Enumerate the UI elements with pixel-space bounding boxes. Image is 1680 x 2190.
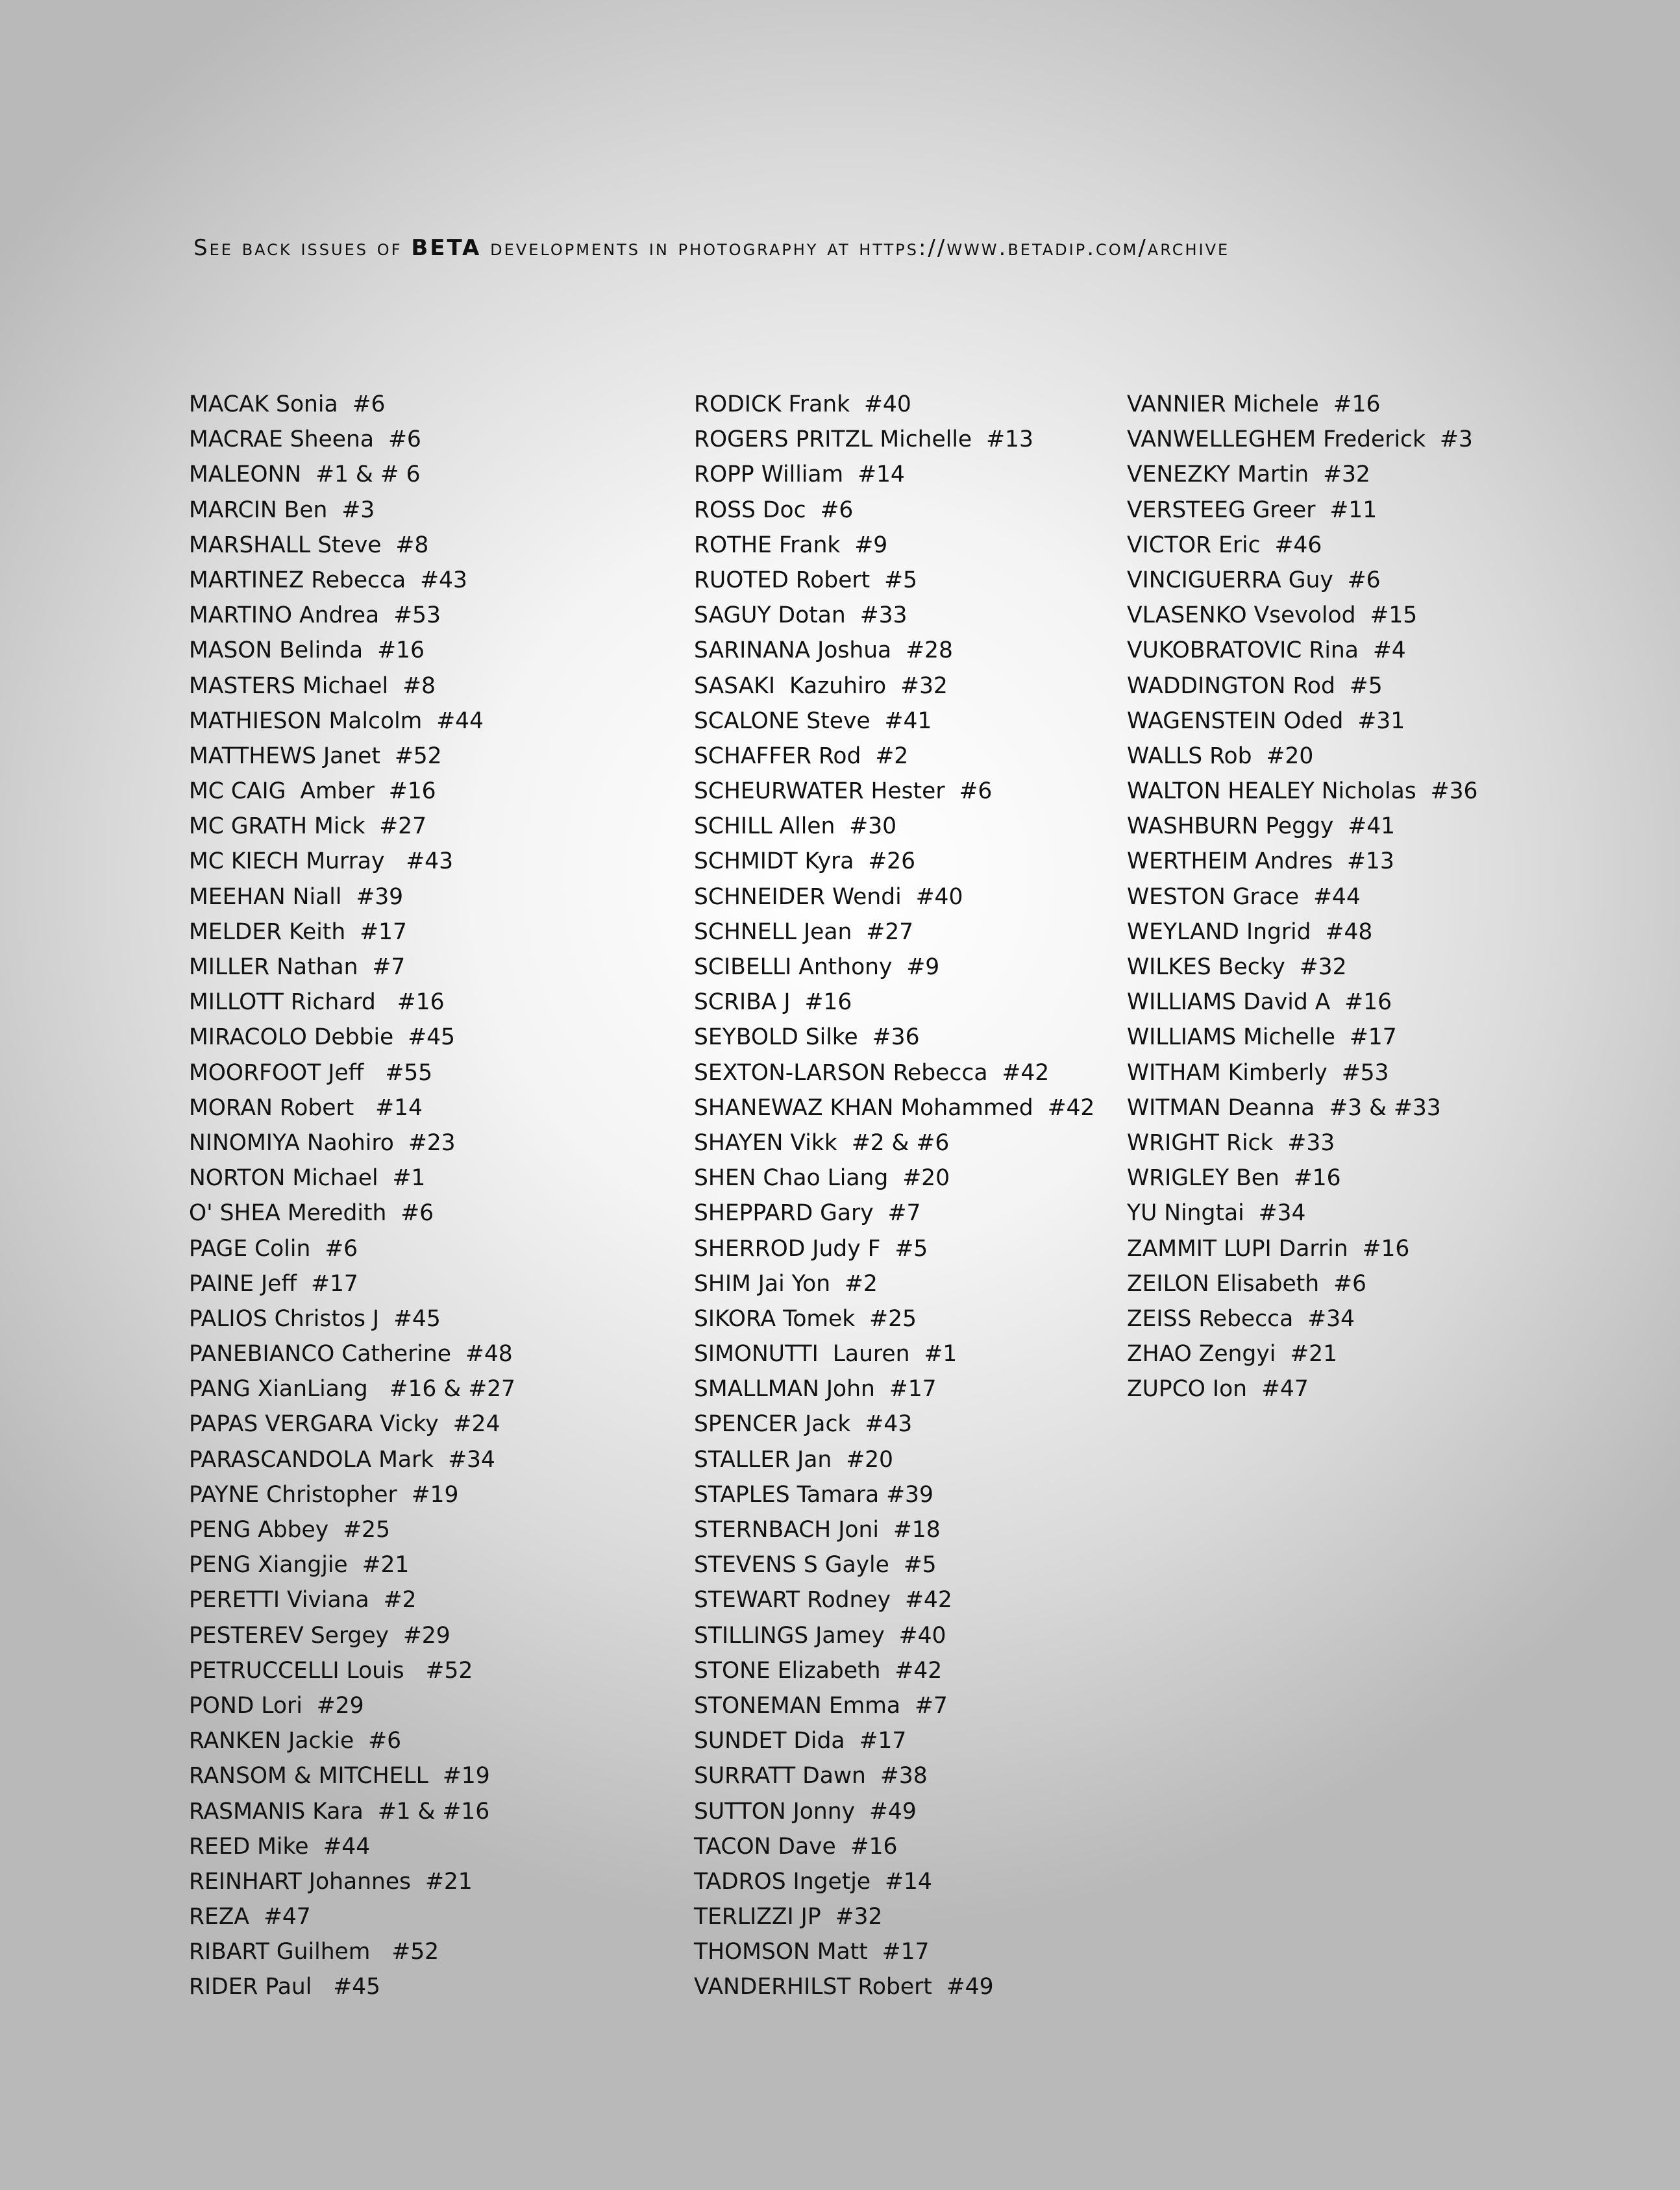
contributor-entry: WALLS Rob #20 [1127, 743, 1314, 769]
contributor-entry: VICTOR Eric #46 [1127, 532, 1322, 558]
contributor-entry: SPENCER Jack #43 [694, 1411, 913, 1438]
contributor-entry: WESTON Grace #44 [1127, 883, 1361, 910]
contributor-entry: VERSTEEG Greer #11 [1127, 497, 1377, 523]
contributor-entry: STONE Elizabeth #42 [694, 1657, 943, 1684]
contributor-entry: SMALLMAN John #17 [694, 1376, 937, 1403]
contributor-entry: STILLINGS Jamey #40 [694, 1622, 946, 1649]
contributor-entry: SCIBELLI Anthony #9 [694, 954, 940, 980]
contributor-entry: MC GRATH Mick #27 [189, 813, 427, 840]
contributor-entry: MACRAE Sheena #6 [189, 426, 421, 453]
contributor-entry: STALLER Jan #20 [694, 1446, 893, 1473]
contributor-entry: STAPLES Tamara #39 [694, 1481, 933, 1508]
contributor-entry: PENG Xiangjie #21 [189, 1552, 410, 1579]
contributor-entry: ZAMMIT LUPI Darrin #16 [1127, 1235, 1410, 1262]
contributor-entry: PANG XianLiang #16 & #27 [189, 1376, 515, 1403]
contributor-entry: MARTINO Andrea #53 [189, 602, 441, 629]
contributor-entry: SCHILL Allen #30 [694, 813, 897, 840]
contributor-entry: NORTON Michael #1 [189, 1165, 426, 1192]
contributor-entry: MELDER Keith #17 [189, 918, 407, 945]
contributor-entry: MARSHALL Steve #8 [189, 532, 429, 558]
contributor-entry: MOORFOOT Jeff #55 [189, 1059, 433, 1086]
contributor-entry: MATHIESON Malcolm #44 [189, 707, 484, 734]
brand-name: BETA [411, 235, 482, 261]
contributor-entry: PERETTI Viviana #2 [189, 1587, 417, 1614]
contributor-entry: REED Mike #44 [189, 1833, 371, 1860]
archive-notice-pre: See back issues of [193, 235, 412, 261]
contributor-entry: O' SHEA Meredith #6 [189, 1200, 434, 1227]
contributor-entry: WILLIAMS Michelle #17 [1127, 1024, 1397, 1051]
archive-notice-post: developments in photography at https://www.betadip.com/archive [481, 235, 1230, 261]
contributor-entry: STERNBACH Joni #18 [694, 1517, 941, 1543]
contributor-entry: STEVENS S Gayle #5 [694, 1552, 937, 1579]
contributor-entry: NINOMIYA Naohiro #23 [189, 1129, 456, 1156]
contributor-entry: RIDER Paul #45 [189, 1974, 381, 2000]
contributor-column-3 [1127, 387, 1477, 1407]
contributor-entry: PAGE Colin #6 [189, 1235, 358, 1262]
contributor-entry: THOMSON Matt #17 [694, 1939, 930, 1965]
contributor-entry: SCHMIDT Kyra #26 [694, 848, 916, 875]
contributor-column-2 [694, 387, 1094, 2005]
contributor-entry: SIMONUTTI Lauren #1 [694, 1341, 957, 1368]
contributor-entry: SIKORA Tomek #25 [694, 1305, 917, 1332]
contributor-entry: MACAK Sonia #6 [189, 391, 386, 417]
contributor-entry: RIBART Guilhem #52 [189, 1939, 439, 1965]
contributor-entry: MORAN Robert #14 [189, 1094, 423, 1121]
contributor-entry: SURRATT Dawn #38 [694, 1763, 928, 1790]
contributor-entry: TERLIZZI JP #32 [694, 1904, 883, 1930]
contributor-entry: SCHNELL Jean #27 [694, 918, 914, 945]
contributor-entry: SUTTON Jonny #49 [694, 1798, 917, 1825]
contributor-entry: VANWELLEGHEM Frederick #3 [1127, 426, 1473, 453]
contributor-entry: TACON Dave #16 [694, 1833, 898, 1860]
contributor-entry: ZEILON Elisabeth #6 [1127, 1270, 1366, 1297]
contributor-entry: YU Ningtai #34 [1127, 1200, 1306, 1227]
contributor-entry: SAGUY Dotan #33 [694, 602, 908, 629]
contributor-entry: VANDERHILST Robert #49 [694, 1974, 994, 2000]
contributor-entry: SEYBOLD Silke #36 [694, 1024, 920, 1051]
contributor-entry: MATTHEWS Janet #52 [189, 743, 442, 769]
contributor-entry: POND Lori #29 [189, 1692, 364, 1719]
contributor-entry: SARINANA Joshua #28 [694, 637, 953, 664]
contributor-entry: MASTERS Michael #8 [189, 672, 436, 699]
contributor-entry: WILLIAMS David A #16 [1127, 989, 1392, 1016]
contributor-entry: SHIM Jai Yon #2 [694, 1270, 878, 1297]
contributor-entry: MC KIECH Murray #43 [189, 848, 454, 875]
contributor-entry: VLASENKO Vsevolod #15 [1127, 602, 1418, 629]
contributor-entry: SUNDET Dida #17 [694, 1728, 907, 1754]
contributor-entry: MARTINEZ Rebecca #43 [189, 567, 467, 593]
contributor-entry: PAINE Jeff #17 [189, 1270, 358, 1297]
contributor-entry: RASMANIS Kara #1 & #16 [189, 1798, 490, 1825]
contributor-entry: WALTON HEALEY Nicholas #36 [1127, 778, 1478, 805]
contributor-entry: ZUPCO Ion #47 [1127, 1376, 1309, 1403]
contributor-entry: PETRUCCELLI Louis #52 [189, 1657, 473, 1684]
contributor-entry: SHERROD Judy F #5 [694, 1235, 928, 1262]
contributor-entry: WILKES Becky #32 [1127, 954, 1347, 980]
contributor-entry: WRIGLEY Ben #16 [1127, 1165, 1341, 1192]
contributor-column-1 [189, 387, 515, 2005]
contributor-entry: RUOTED Robert #5 [694, 567, 917, 593]
contributor-entry: PENG Abbey #25 [189, 1517, 390, 1543]
contributor-entry: VINCIGUERRA Guy #6 [1127, 567, 1381, 593]
contributor-entry: SASAKI Kazuhiro #32 [694, 672, 948, 699]
contributor-entry: WITMAN Deanna #3 & #33 [1127, 1094, 1441, 1121]
contributor-entry: SCHEURWATER Hester #6 [694, 778, 993, 805]
contributor-entry: ROGERS PRITZL Michelle #13 [694, 426, 1033, 453]
contributor-entry: SCHNEIDER Wendi #40 [694, 883, 963, 910]
contributor-entry: SCRIBA J #16 [694, 989, 852, 1016]
contributor-entry: MILLER Nathan #7 [189, 954, 406, 980]
contributor-entry: WERTHEIM Andres #13 [1127, 848, 1394, 875]
contributor-entry: REINHART Johannes #21 [189, 1868, 473, 1895]
contributor-entry: WASHBURN Peggy #41 [1127, 813, 1396, 840]
contributor-entry: MASON Belinda #16 [189, 637, 425, 664]
contributor-entry: PARASCANDOLA Mark #34 [189, 1446, 495, 1473]
contributor-entry: RANSOM & MITCHELL #19 [189, 1763, 490, 1790]
contributor-entry: SHAYEN Vikk #2 & #6 [694, 1129, 950, 1156]
contributor-entry: SCALONE Steve #41 [694, 707, 932, 734]
contributor-entry: WAGENSTEIN Oded #31 [1127, 707, 1405, 734]
contributor-entry: RANKEN Jackie #6 [189, 1728, 402, 1754]
archive-notice [193, 235, 1557, 261]
contributor-entry: ROTHE Frank #9 [694, 532, 888, 558]
contributor-entry: MILLOTT Richard #16 [189, 989, 445, 1016]
contributor-entry: PALIOS Christos J #45 [189, 1305, 441, 1332]
contributor-entry: SEXTON-LARSON Rebecca #42 [694, 1059, 1050, 1086]
contributor-entry: MC CAIG Amber #16 [189, 778, 436, 805]
contributor-entry: SHEPPARD Gary #7 [694, 1200, 921, 1227]
contributor-entry: SHANEWAZ KHAN Mohammed #42 [694, 1094, 1095, 1121]
contributor-entry: ZEISS Rebecca #34 [1127, 1305, 1355, 1332]
contributor-entry: REZA #47 [189, 1904, 311, 1930]
contributor-entry: VUKOBRATOVIC Rina #4 [1127, 637, 1406, 664]
contributor-entry: WRIGHT Rick #33 [1127, 1129, 1335, 1156]
contributor-entry: ROPP William #14 [694, 461, 905, 488]
contributor-entry: SHEN Chao Liang #20 [694, 1165, 950, 1192]
contributor-entry: STONEMAN Emma #7 [694, 1692, 948, 1719]
contributor-entry: PESTEREV Sergey #29 [189, 1622, 451, 1649]
contributor-entry: SCHAFFER Rod #2 [694, 743, 909, 769]
contributor-entry: MARCIN Ben #3 [189, 497, 375, 523]
contributor-entry: MIRACOLO Debbie #45 [189, 1024, 456, 1051]
contributor-entry: PAPAS VERGARA Vicky #24 [189, 1411, 500, 1438]
contributor-entry: VANNIER Michele #16 [1127, 391, 1381, 417]
contributor-entry: TADROS Ingetje #14 [694, 1868, 932, 1895]
contributor-entry: ZHAO Zengyi #21 [1127, 1341, 1338, 1368]
contributor-entry: WEYLAND Ingrid #48 [1127, 918, 1373, 945]
contributor-entry: MALEONN #1 & # 6 [189, 461, 421, 488]
contributor-entry: MEEHAN Niall #39 [189, 883, 404, 910]
contributor-entry: PAYNE Christopher #19 [189, 1481, 459, 1508]
contributor-entry: PANEBIANCO Catherine #48 [189, 1341, 513, 1368]
contributor-entry: RODICK Frank #40 [694, 391, 911, 417]
contributor-entry: WITHAM Kimberly #53 [1127, 1059, 1389, 1086]
contributor-entry: WADDINGTON Rod #5 [1127, 672, 1383, 699]
contributor-entry: ROSS Doc #6 [694, 497, 854, 523]
contributor-entry: VENEZKY Martin #32 [1127, 461, 1370, 488]
contributor-entry: STEWART Rodney #42 [694, 1587, 952, 1614]
